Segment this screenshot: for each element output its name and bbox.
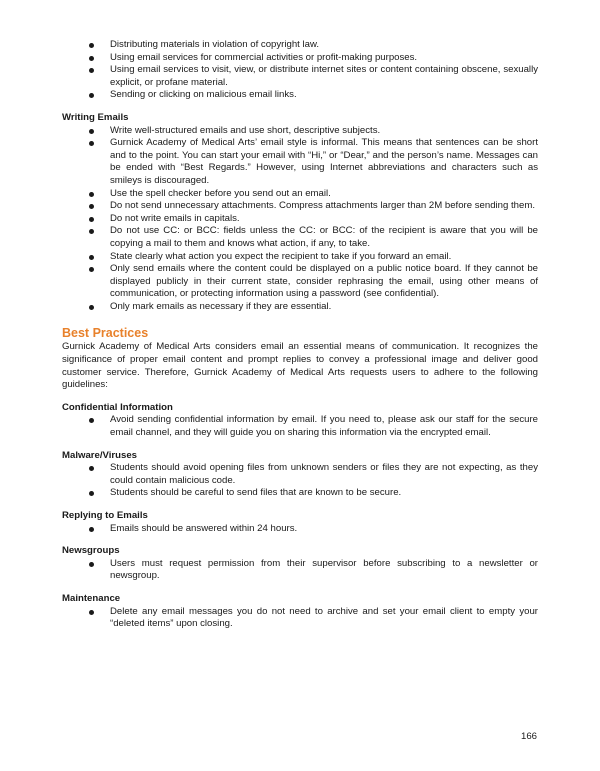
best-practices-intro: Gurnick Academy of Medical Arts considers email an essential means of communication. It recognizes the significance of proper email content and prompt replies to convey a professional image and deliver good customer service. Therefore, Gurnick Academy of Medical Arts requests users to adhere to the following guidelines:: [62, 341, 538, 391]
maintenance-heading: Maintenance: [62, 592, 121, 604]
list-item: Do not use CC: or BCC: fields unless the CC: or BCC: of the recipient is aware that you will be copying a mail to them and knows what action, if any, to take.: [110, 225, 538, 249]
list-item: Using email services for commercial activities or profit-making purposes.: [110, 52, 538, 65]
writing-emails-heading: Writing Emails: [62, 111, 129, 123]
newsgroups-heading: Newsgroups: [62, 545, 120, 557]
page-content: [62, 39, 538, 631]
list-item: Using email services to visit, view, or distribute internet sites or content containing obscene, sexually explicit, or profane material.: [110, 64, 538, 88]
list-item: Only send emails where the content could be displayed on a public notice board. If they cannot be displayed publicly in their current state, consider rephrasing the email, using other means of communication, or protecting information using a password (see confidential).: [110, 263, 538, 300]
list-item: Do not send unnecessary attachments. Compress attachments larger than 2M before sending them.: [110, 200, 538, 213]
confidential-information-list: [62, 414, 538, 439]
list-item: Emails should be answered within 24 hours.: [110, 523, 538, 536]
list-item: Users must request permission from their supervisor before subscribing to a newsletter or newsgroup.: [110, 557, 538, 582]
list-item: Do not write emails in capitals.: [110, 213, 538, 226]
list-item: Gurnick Academy of Medical Arts’ email style is informal. This means that sentences can be short and to the point. You can start your email with “Hi,” or “Dear,” and the person’s name. Messages can be ended with “Best Regards.” However, using Internet abbreviations and characters such as smileys is discouraged.: [110, 137, 538, 186]
writing-emails-list: [62, 125, 538, 314]
list-item: Delete any email messages you do not need to archive and set your email client to empty your “deleted items” upon closing.: [110, 605, 538, 630]
malware-viruses-heading: Malware/Viruses: [62, 449, 138, 461]
list-item: State clearly what action you expect the recipient to take if you forward an email.: [110, 251, 538, 264]
prohibited-uses-list: [62, 39, 538, 102]
list-item: Sending or clicking on malicious email links.: [110, 89, 538, 102]
page-number: 166: [521, 731, 538, 742]
list-item: Avoid sending confidential information by email. If you need to, please ask our staff for the secure email channel, and they will guide you on sharing this information via the encrypted email.: [110, 414, 538, 439]
list-item: Only mark emails as necessary if they are essential.: [110, 301, 538, 314]
list-item: Students should avoid opening files from unknown senders or files they are not expecting, as they could contain malicious code.: [110, 462, 538, 486]
best-practices-title: Best Practices: [62, 326, 149, 341]
list-item: Students should be careful to send files that are known to be secure.: [110, 487, 538, 500]
maintenance-list: [62, 606, 538, 631]
replying-to-emails-heading: Replying to Emails: [62, 510, 148, 521]
malware-viruses-list: [62, 462, 538, 500]
list-item: Write well-structured emails and use short, descriptive subjects.: [110, 125, 538, 138]
newsgroups-list: [62, 558, 538, 583]
confidential-information-heading: Confidential Information: [62, 401, 173, 413]
list-item: Distributing materials in violation of copyright law.: [110, 39, 538, 52]
replying-to-emails-list: [62, 523, 538, 536]
list-item: Use the spell checker before you send out an email.: [110, 188, 538, 201]
